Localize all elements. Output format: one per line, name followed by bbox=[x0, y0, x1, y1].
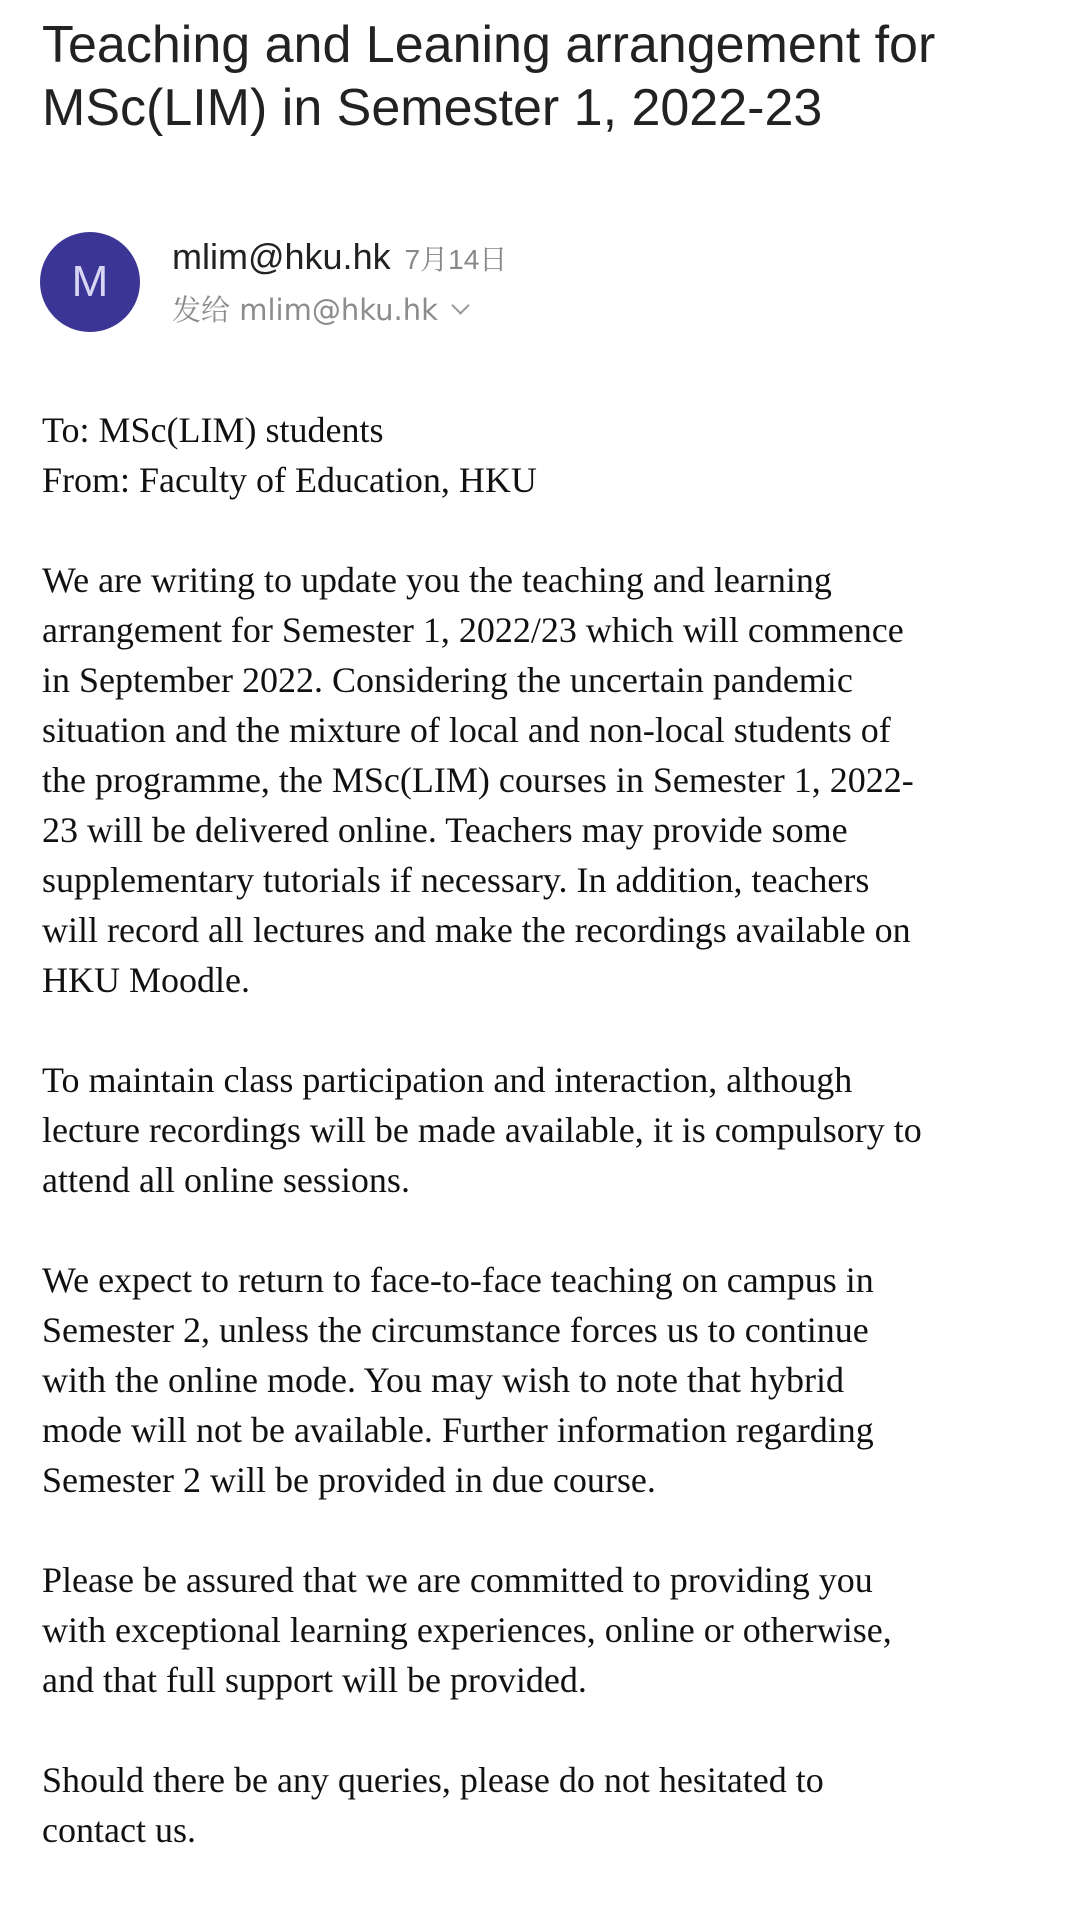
body-line: We expect to return to face-to-face teaching on campus in bbox=[42, 1260, 874, 1300]
body-paragraph bbox=[42, 1255, 1062, 1505]
body-line: with the online mode. You may wish to note that hybrid bbox=[42, 1360, 844, 1400]
body-line: To maintain class participation and interaction, although bbox=[42, 1060, 853, 1100]
recipient-details-toggle[interactable] bbox=[172, 288, 467, 329]
body-line: mode will not be available. Further information regarding bbox=[42, 1410, 874, 1450]
body-line: To: MSc(LIM) students bbox=[42, 410, 384, 450]
chevron-down-icon[interactable] bbox=[451, 296, 469, 314]
subject-line: MSc(LIM) in Semester 1, 2022-23 bbox=[42, 79, 823, 137]
recipient-text: 发给 mlim@hku.hk bbox=[172, 293, 438, 327]
body-line: supplementary tutorials if necessary. In addition, teachers bbox=[42, 860, 870, 900]
body-line: Should there be any queries, please do not hesitated to bbox=[42, 1760, 824, 1800]
body-line: in September 2022. Considering the uncertain pandemic bbox=[42, 660, 853, 700]
body-line: lecture recordings will be made available, it is compulsory to bbox=[42, 1110, 922, 1150]
email-body bbox=[42, 405, 1062, 1905]
body-paragraph bbox=[42, 1555, 1062, 1705]
body-paragraph bbox=[42, 1055, 1062, 1205]
subject-line: Teaching and Leaning arrangement for bbox=[42, 16, 936, 74]
body-paragraph bbox=[42, 405, 1062, 505]
email-subject bbox=[42, 14, 1062, 140]
body-line: attend all online sessions. bbox=[42, 1160, 410, 1200]
body-line: and that full support will be provided. bbox=[42, 1660, 587, 1700]
body-line: contact us. bbox=[42, 1810, 196, 1850]
body-line: Semester 2, unless the circumstance forces us to continue bbox=[42, 1310, 869, 1350]
body-line: HKU Moodle. bbox=[42, 960, 250, 1000]
sender-avatar[interactable] bbox=[40, 232, 140, 332]
sender-address[interactable]: mlim@hku.hk bbox=[172, 236, 391, 277]
body-paragraph bbox=[42, 1755, 1062, 1855]
email-date: 7月14日 bbox=[404, 244, 508, 275]
sender-line bbox=[172, 236, 507, 278]
body-line: arrangement for Semester 1, 2022/23 which will commence bbox=[42, 610, 904, 650]
body-line: with exceptional learning experiences, online or otherwise, bbox=[42, 1610, 892, 1650]
body-line: 23 will be delivered online. Teachers may provide some bbox=[42, 810, 848, 850]
body-line: will record all lectures and make the recordings available on bbox=[42, 910, 911, 950]
body-line: situation and the mixture of local and non-local students of bbox=[42, 710, 891, 750]
body-line: We are writing to update you the teaching and learning bbox=[42, 560, 832, 600]
body-paragraph bbox=[42, 555, 1062, 1005]
body-line: Please be assured that we are committed to providing you bbox=[42, 1560, 873, 1600]
body-line: From: Faculty of Education, HKU bbox=[42, 460, 537, 500]
body-line: Semester 2 will be provided in due course. bbox=[42, 1460, 656, 1500]
body-line: the programme, the MSc(LIM) courses in Semester 1, 2022- bbox=[42, 760, 914, 800]
avatar-letter: M bbox=[71, 257, 109, 306]
